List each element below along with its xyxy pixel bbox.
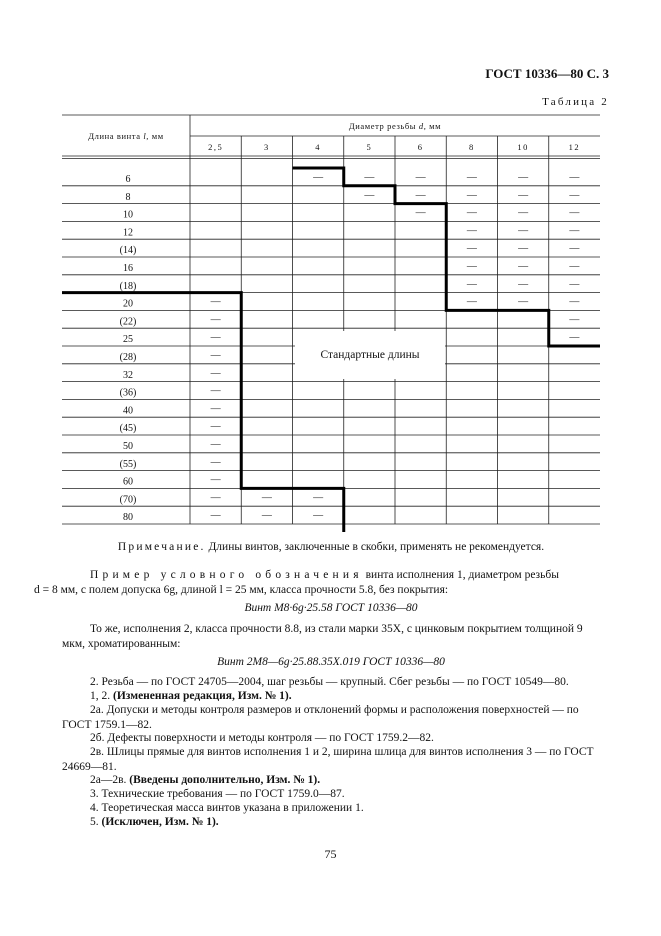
length-label: 20 — [123, 298, 133, 310]
item-2a-2v-amend — [62, 773, 600, 788]
dash-mark: — — [313, 510, 324, 522]
length-label: 8 — [125, 191, 131, 203]
length-label: 60 — [123, 476, 133, 488]
dash-mark: — — [261, 510, 272, 522]
length-label: (55) — [119, 458, 137, 470]
designation-formula-2: Винт 2M8—6g·25.88.35Х.019 ГОСТ 10336—80 — [217, 656, 445, 668]
diameter-header: 5 — [366, 142, 373, 152]
dash-mark: — — [569, 189, 580, 201]
dash-mark: — — [313, 492, 324, 504]
item-5-bold: (Исключен, Изм. № 1). — [101, 816, 219, 828]
example-paragraph — [34, 568, 600, 598]
item-5 — [62, 815, 600, 830]
example-lead: Пример условного обозначения — [90, 569, 363, 581]
length-label: (45) — [119, 423, 137, 435]
dash-mark: — — [466, 207, 477, 219]
dash-mark: — — [210, 492, 221, 504]
dash-mark: — — [518, 261, 529, 272]
item-5-num: 5. — [90, 816, 102, 828]
designation-formula-1: Винт M8·6g·25.58 ГОСТ 10336—80 — [244, 602, 418, 614]
diameter-header: 4 — [315, 142, 321, 152]
dash-mark: — — [210, 296, 221, 308]
dash-mark: — — [569, 314, 580, 326]
dash-mark: — — [569, 278, 580, 290]
length-label: (36) — [119, 387, 137, 399]
length-label: 40 — [123, 405, 133, 417]
dash-mark: — — [210, 314, 221, 326]
dash-mark: — — [210, 456, 221, 468]
dash-mark: — — [569, 172, 580, 183]
length-col-header: Длина винта l, мм — [88, 131, 164, 141]
dash-mark: — — [364, 172, 375, 183]
dash-mark: — — [518, 296, 529, 308]
table-caption: Таблица 2 — [542, 96, 609, 108]
dash-mark: — — [518, 189, 529, 201]
length-label: (14) — [119, 245, 137, 257]
dash-mark: — — [210, 474, 221, 486]
item-2: 2. Резьба — по ГОСТ 24705—2004, шаг резьбы — крупный. Сбег резьбы — по ГОСТ 10549—80. — [90, 676, 569, 688]
diameter-header: 10 — [517, 142, 529, 152]
item-2b: 2б. Дефекты поверхности и методы контроля — по ГОСТ 1759.2—82. — [90, 732, 434, 744]
item-2a-2v-num: 2а—2в. — [90, 774, 130, 786]
length-label: 50 — [123, 441, 133, 452]
diameter-group-header: Диаметр резьбы d, мм — [348, 121, 442, 131]
note-lead: Примечание. — [117, 541, 206, 553]
dash-mark: — — [466, 296, 477, 308]
dash-mark: — — [569, 261, 580, 272]
length-label: 12 — [123, 227, 133, 239]
dash-mark: — — [261, 492, 272, 504]
page-number: 75 — [324, 847, 337, 861]
diameter-header: 6 — [417, 142, 424, 152]
dash-mark: — — [210, 439, 221, 450]
dash-mark: — — [569, 225, 580, 237]
dash-mark: — — [569, 207, 580, 219]
length-label: 25 — [123, 334, 133, 346]
dash-mark: — — [569, 332, 580, 344]
diameter-header: 2,5 — [208, 142, 224, 152]
dash-mark: — — [569, 296, 580, 308]
dash-mark: — — [466, 261, 477, 272]
example-text1: винта исполнения 1, диаметром резьбы — [362, 569, 559, 581]
length-label: 80 — [123, 512, 133, 524]
dash-mark: — — [466, 243, 477, 255]
dash-mark: — — [518, 225, 529, 237]
standard-lengths-label: Стандартные длины — [295, 331, 445, 379]
example-text2: d = 8 мм, с полем допуска 6g, длиной l = 25 мм, класса прочности 5.8, без покрытия: — [34, 584, 449, 596]
dash-mark: — — [210, 510, 221, 522]
dash-mark: — — [415, 189, 426, 201]
dash-mark: — — [210, 421, 221, 433]
length-label: (22) — [119, 316, 137, 328]
diameter-header: 3 — [264, 142, 270, 152]
item-1-2-bold: (Измененная редакция, Изм. № 1). — [113, 690, 292, 702]
dash-mark: — — [210, 332, 221, 344]
item-4: 4. Теоретическая масса винтов указана в приложении 1. — [90, 802, 364, 814]
item-2a: 2а. Допуски и методы контроля размеров и отклонений формы и расположения поверхностей — по ГОСТ 1759.1—82. — [62, 704, 579, 731]
example-variant-text: То же, исполнения 2, класса прочности 8.8, из стали марки 35Х, с цинковым покрытием толщиной 9 мкм, хроматированным: — [62, 623, 583, 650]
length-label: 6 — [125, 174, 131, 185]
length-label: (70) — [119, 494, 137, 506]
item-1-2-num: 1, 2. — [90, 690, 113, 702]
dash-mark: — — [518, 278, 529, 290]
dash-mark: — — [466, 172, 477, 183]
dash-mark: — — [466, 189, 477, 201]
item-1-2-amend — [62, 689, 600, 704]
dash-mark: — — [518, 207, 529, 219]
table-note — [62, 540, 600, 555]
dash-mark: — — [210, 385, 221, 397]
note-text: Длины винтов, заключенные в скобки, применять не рекомендуется. — [205, 541, 545, 553]
length-label: (18) — [119, 280, 137, 292]
item-3: 3. Технические требования — по ГОСТ 1759.0—87. — [90, 788, 345, 800]
length-label: 10 — [123, 209, 133, 221]
dash-mark: — — [415, 172, 426, 183]
dash-mark: — — [313, 172, 324, 183]
dash-mark: — — [518, 243, 529, 255]
item-2v: 2в. Шлицы прямые для винтов исполнения 1 и 2, ширина шлица для винтов исполнения 3 — по ГОСТ 24669—81. — [62, 746, 594, 773]
length-label: 32 — [123, 369, 133, 381]
dash-mark: — — [466, 225, 477, 237]
diameter-header: 8 — [469, 142, 475, 152]
page-header: ГОСТ 10336—80 С. 3 — [485, 66, 609, 81]
dash-mark: — — [415, 207, 426, 219]
dash-mark: — — [364, 189, 375, 201]
item-2a-2v-bold: (Введены дополнительно, Изм. № 1). — [129, 774, 321, 786]
dash-mark: — — [210, 367, 221, 379]
dash-mark: — — [518, 172, 529, 183]
dash-mark: — — [569, 243, 580, 255]
length-label: 16 — [123, 263, 133, 274]
dash-mark: — — [210, 350, 221, 361]
diameter-header: 12 — [568, 142, 581, 152]
dash-mark: — — [466, 278, 477, 290]
dash-mark: — — [210, 403, 221, 415]
length-label: (28) — [119, 352, 137, 363]
